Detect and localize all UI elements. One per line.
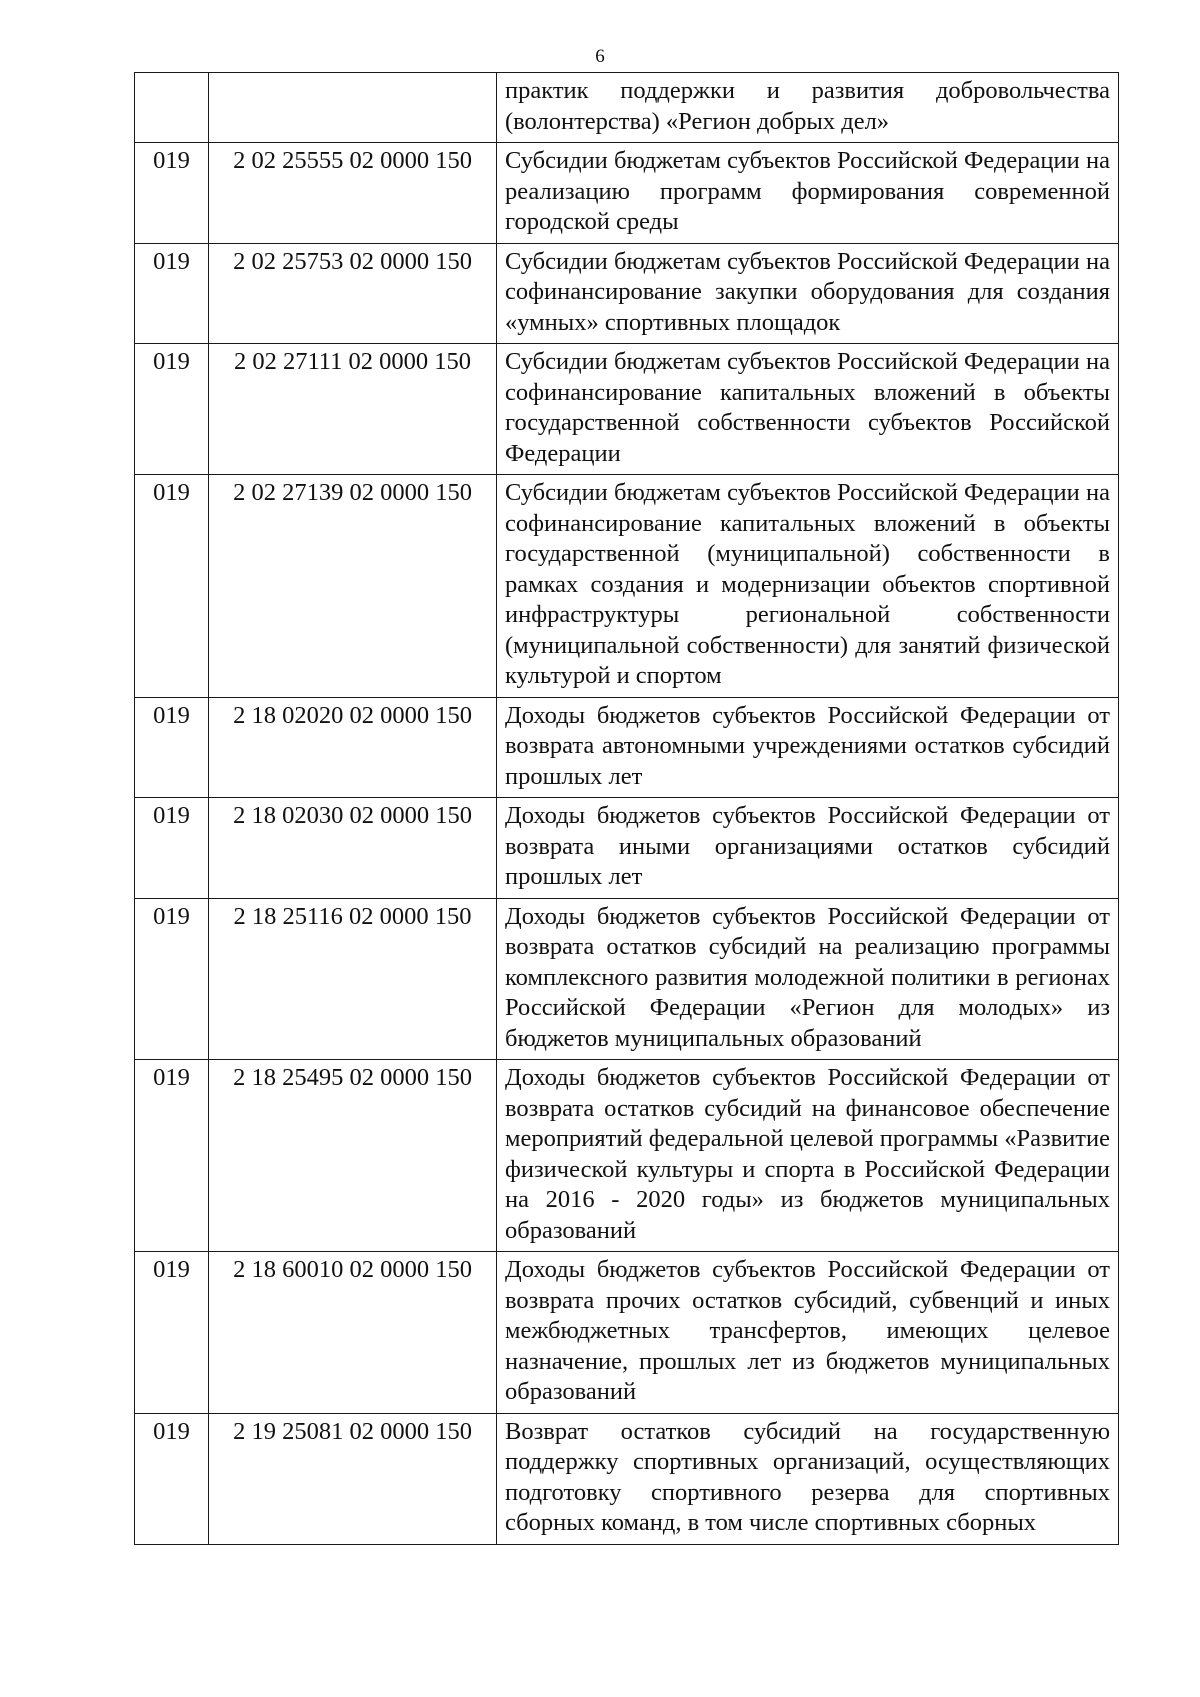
administrator-code-cell: 019 xyxy=(135,1060,209,1252)
table-body xyxy=(135,73,1119,1545)
administrator-code-cell: 019 xyxy=(135,243,209,344)
income-name-cell: Доходы бюджетов субъектов Российской Федерации от возврата остатков субсидий на реализацию программы комплексного развития молодежной политики в регионах Российской Федерации «Регион для молодых» из бюджетов муниципальных образований xyxy=(497,898,1119,1060)
income-name-cell: Доходы бюджетов субъектов Российской Федерации от возврата остатков субсидий на финансовое обеспечение мероприятий федеральной целевой программы «Развитие физической культуры и спорта в Российской Федерации на 2016 - 2020 годы» из бюджетов муниципальных образований xyxy=(497,1060,1119,1252)
administrator-code-cell: 019 xyxy=(135,697,209,798)
budget-classification-code-cell: 2 02 27139 02 0000 150 xyxy=(209,475,497,698)
income-name-cell: Субсидии бюджетам субъектов Российской Федерации на софинансирование капитальных вложений в объекты государственной собственности субъектов Российской Федерации xyxy=(497,344,1119,475)
income-name-cell: практик поддержки и развития добровольчества (волонтерства) «Регион добрых дел» xyxy=(497,73,1119,143)
income-name-cell: Субсидии бюджетам субъектов Российской Федерации на софинансирование закупки оборудования для создания «умных» спортивных площадок xyxy=(497,243,1119,344)
administrator-code-cell xyxy=(135,73,209,143)
table-row xyxy=(135,143,1119,244)
table-row xyxy=(135,1060,1119,1252)
income-name-cell: Доходы бюджетов субъектов Российской Федерации от возврата автономными учреждениями остатков субсидий прошлых лет xyxy=(497,697,1119,798)
income-name-cell: Доходы бюджетов субъектов Российской Федерации от возврата иными организациями остатков субсидий прошлых лет xyxy=(497,798,1119,899)
budget-classification-table xyxy=(134,72,1119,1545)
budget-classification-code-cell: 2 18 02030 02 0000 150 xyxy=(209,798,497,899)
administrator-code-cell: 019 xyxy=(135,344,209,475)
table-row xyxy=(135,475,1119,698)
income-name-cell: Возврат остатков субсидий на государственную поддержку спортивных организаций, осуществляющих подготовку спортивного резерва для спортивных сборных команд, в том числе спортивных сборных xyxy=(497,1413,1119,1544)
table-row xyxy=(135,243,1119,344)
administrator-code-cell: 019 xyxy=(135,143,209,244)
table-row xyxy=(135,898,1119,1060)
budget-classification-code-cell: 2 02 25753 02 0000 150 xyxy=(209,243,497,344)
table-row xyxy=(135,697,1119,798)
budget-classification-code-cell: 2 18 60010 02 0000 150 xyxy=(209,1252,497,1414)
table-row xyxy=(135,1413,1119,1544)
page-number: 6 xyxy=(595,46,605,67)
administrator-code-cell: 019 xyxy=(135,898,209,1060)
administrator-code-cell: 019 xyxy=(135,798,209,899)
administrator-code-cell: 019 xyxy=(135,1252,209,1414)
administrator-code-cell: 019 xyxy=(135,475,209,698)
budget-classification-code-cell: 2 02 25555 02 0000 150 xyxy=(209,143,497,244)
budget-classification-code-cell xyxy=(209,73,497,143)
income-name-cell: Субсидии бюджетам субъектов Российской Федерации на софинансирование капитальных вложений в объекты государственной (муниципальной) собственности в рамках создания и модернизации объектов спортивной инфраструктуры региональной собственности (муниципальной собственности) для занятий физической культурой и спортом xyxy=(497,475,1119,698)
budget-classification-code-cell: 2 18 25495 02 0000 150 xyxy=(209,1060,497,1252)
budget-classification-code-cell: 2 18 02020 02 0000 150 xyxy=(209,697,497,798)
table-row xyxy=(135,1252,1119,1414)
budget-classification-code-cell: 2 19 25081 02 0000 150 xyxy=(209,1413,497,1544)
budget-classification-code-cell: 2 18 25116 02 0000 150 xyxy=(209,898,497,1060)
administrator-code-cell: 019 xyxy=(135,1413,209,1544)
income-name-cell: Доходы бюджетов субъектов Российской Федерации от возврата прочих остатков субсидий, субвенций и иных межбюджетных трансфертов, имеющих целевое назначение, прошлых лет из бюджетов муниципальных образований xyxy=(497,1252,1119,1414)
income-name-cell: Субсидии бюджетам субъектов Российской Федерации на реализацию программ формирования современной городской среды xyxy=(497,143,1119,244)
table-row xyxy=(135,73,1119,143)
table-row xyxy=(135,344,1119,475)
table-row xyxy=(135,798,1119,899)
budget-classification-code-cell: 2 02 27111 02 0000 150 xyxy=(209,344,497,475)
